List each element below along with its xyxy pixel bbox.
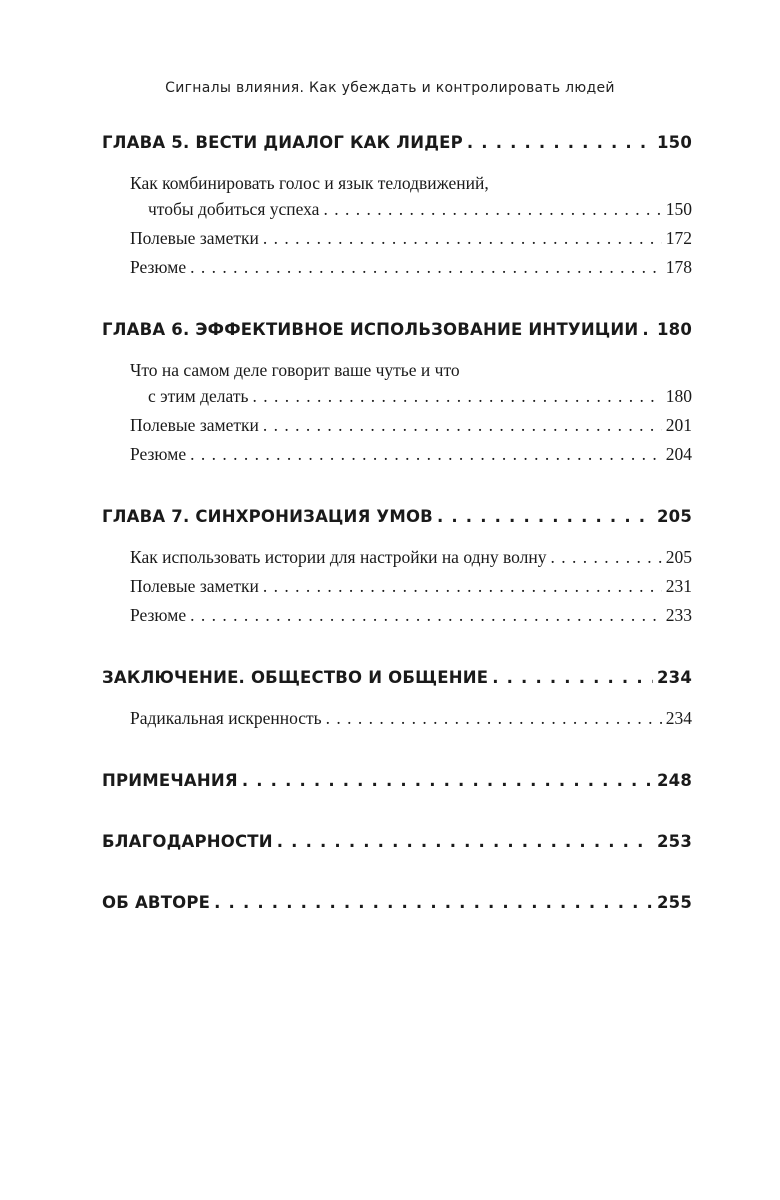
- chapter-page: 234: [656, 668, 692, 687]
- entry-page: 150: [665, 199, 692, 219]
- entry-page: 178: [665, 257, 692, 277]
- toc-entry[interactable]: [102, 444, 692, 473]
- toc-notes[interactable]: [102, 771, 692, 799]
- chapter-title: ГЛАВА 5. ВЕСТИ ДИАЛОГ КАК ЛИДЕР: [102, 133, 463, 152]
- chapter-title: БЛАГОДАРНОСТИ: [102, 832, 273, 851]
- entry-page: 172: [665, 228, 692, 248]
- entry-title: Полевые заметки: [130, 576, 259, 596]
- chapter-title: ГЛАВА 7. СИНХРОНИЗАЦИЯ УМОВ: [102, 507, 433, 526]
- entry-title: Как использовать истории для настройки на одну волну: [130, 547, 547, 567]
- dot-leader: [467, 133, 653, 152]
- dot-leader: [263, 415, 662, 436]
- entry-page: 205: [665, 547, 692, 567]
- toc-entry[interactable]: [102, 257, 692, 286]
- entry-title: Резюме: [130, 257, 187, 277]
- entry-title: Резюме: [130, 605, 187, 625]
- toc-entry-line: Что на самом деле говорит ваше чутье и что: [130, 360, 460, 380]
- chapter-page: 205: [656, 507, 692, 526]
- chapter-title: ЗАКЛЮЧЕНИЕ. ОБЩЕСТВО И ОБЩЕНИЕ: [102, 668, 489, 687]
- dot-leader: [190, 257, 662, 278]
- entry-title: с этим делать: [148, 386, 249, 406]
- running-head: Сигналы влияния. Как убеждать и контролировать людей: [165, 80, 615, 96]
- toc-acknowledgements[interactable]: [102, 832, 692, 860]
- toc-entry[interactable]: [102, 547, 692, 576]
- dot-leader: [642, 320, 653, 339]
- dot-leader: [492, 668, 653, 687]
- dot-leader: [252, 386, 661, 407]
- toc-entry[interactable]: [102, 199, 692, 228]
- toc-chapter-6[interactable]: [102, 320, 692, 348]
- chapter-page: 180: [656, 320, 692, 339]
- chapter-page: 150: [656, 133, 692, 152]
- chapter-title: ГЛАВА 6. ЭФФЕКТИВНОЕ ИСПОЛЬЗОВАНИЕ ИНТУИЦИИ: [102, 320, 639, 339]
- entry-title: Полевые заметки: [130, 228, 259, 248]
- entry-page: 201: [665, 415, 692, 435]
- dot-leader: [437, 507, 653, 526]
- dot-leader: [323, 199, 661, 220]
- chapter-title: ОБ АВТОРЕ: [102, 893, 211, 912]
- entry-page: 234: [665, 708, 692, 728]
- entry-page: 231: [665, 576, 692, 596]
- entry-page: 233: [665, 605, 692, 625]
- entry-page: 180: [665, 386, 692, 406]
- toc-conclusion[interactable]: [102, 668, 692, 696]
- chapter-page: 255: [656, 893, 692, 912]
- dot-leader: [263, 228, 662, 249]
- dot-leader: [214, 893, 653, 912]
- chapter-page: 253: [656, 832, 692, 851]
- toc-entry[interactable]: [102, 228, 692, 257]
- toc-entry-line: Как комбинировать голос и язык телодвижений,: [130, 173, 489, 193]
- dot-leader: [550, 547, 661, 568]
- chapter-page: 248: [656, 771, 692, 790]
- toc-entry[interactable]: [102, 386, 692, 415]
- dot-leader: [277, 832, 653, 851]
- toc-entry[interactable]: [102, 708, 692, 737]
- dot-leader: [190, 605, 662, 626]
- toc-chapter-7[interactable]: [102, 507, 692, 535]
- entry-title: чтобы добиться успеха: [148, 199, 320, 219]
- toc-entry[interactable]: [102, 415, 692, 444]
- dot-leader: [263, 576, 662, 597]
- table-of-contents: [102, 133, 692, 921]
- toc-about-author[interactable]: [102, 893, 692, 921]
- entry-title: Резюме: [130, 444, 187, 464]
- entry-title: Радикальная искренность: [130, 708, 322, 728]
- toc-entry[interactable]: [102, 576, 692, 605]
- toc-entry[interactable]: [102, 605, 692, 634]
- dot-leader: [326, 708, 662, 729]
- toc-chapter-5[interactable]: [102, 133, 692, 161]
- chapter-title: ПРИМЕЧАНИЯ: [102, 771, 238, 790]
- dot-leader: [242, 771, 653, 790]
- entry-title: Полевые заметки: [130, 415, 259, 435]
- dot-leader: [190, 444, 662, 465]
- entry-page: 204: [665, 444, 692, 464]
